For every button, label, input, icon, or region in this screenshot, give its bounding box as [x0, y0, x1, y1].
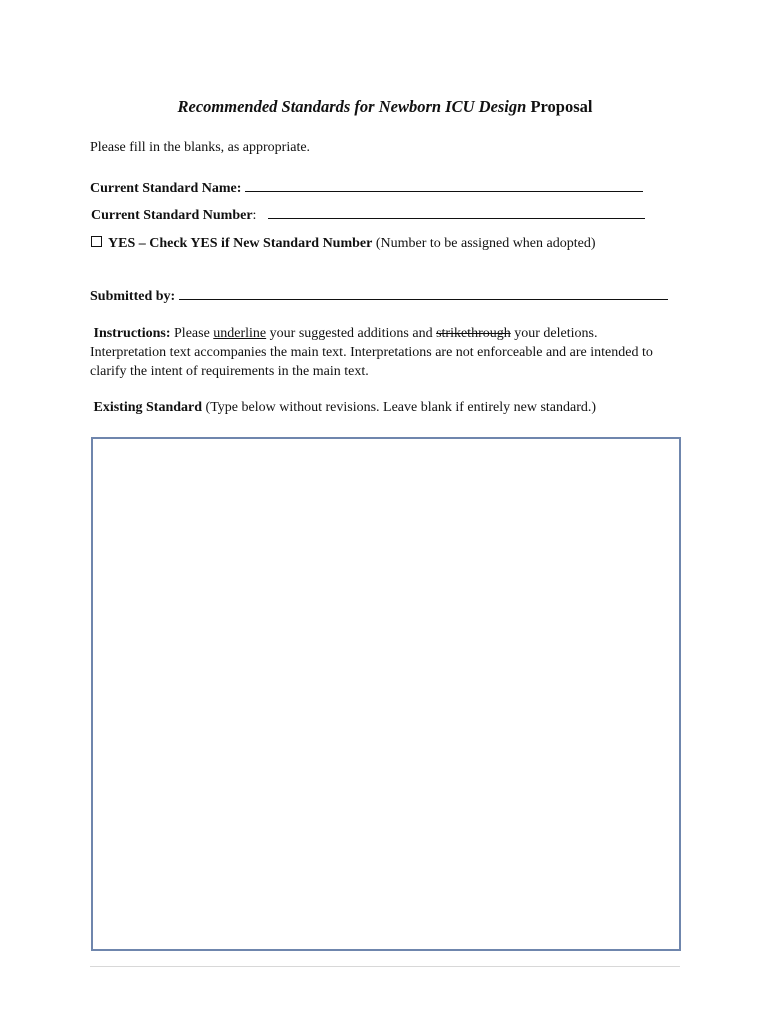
underline-example: underline — [213, 326, 267, 341]
existing-standard-note: (Type below without revisions. Leave blank if entirely new standard.) — [202, 400, 597, 415]
existing-standard-label: Existing Standard — [93, 400, 203, 415]
intro-text: Please fill in the blanks, as appropriate. — [90, 140, 311, 155]
submitted-by-field[interactable] — [179, 285, 668, 300]
standard-name-label: Current Standard Name: — [90, 181, 242, 196]
new-standard-note: (Number to be assigned when adopted) — [372, 236, 596, 251]
page-title — [0, 97, 770, 117]
existing-standard-textbox[interactable] — [91, 437, 681, 951]
new-standard-checkbox[interactable] — [91, 236, 102, 247]
standard-number-colon: : — [252, 208, 257, 223]
submitted-by-row — [90, 285, 668, 305]
standard-name-row — [90, 177, 643, 197]
instructions-text-2: your suggested additions and — [266, 326, 437, 341]
title-italic: Recommended Standards for Newborn ICU Design — [177, 97, 527, 116]
instructions-text-1: Please — [170, 326, 214, 341]
standard-number-field[interactable] — [268, 204, 645, 219]
standard-name-field[interactable] — [245, 177, 643, 192]
submitted-by-label: Submitted by: — [90, 289, 176, 304]
standard-number-row — [91, 204, 645, 224]
title-plain: Proposal — [526, 97, 593, 116]
new-standard-label: YES – Check YES if New Standard Number — [108, 236, 373, 251]
standard-number-label: Current Standard Number — [91, 208, 253, 223]
instructions-text-3: your deletions. Interpretation text accompanies the main text. Interpretations are not enforceable and are intended to clarify the intent of requirements in the main text. — [90, 326, 653, 379]
instructions-label: Instructions: — [93, 326, 171, 341]
existing-standard-heading — [90, 400, 596, 416]
new-standard-row — [91, 236, 596, 252]
footer-divider — [90, 966, 680, 967]
strikethrough-example: strikethrough — [436, 326, 511, 341]
instructions-paragraph — [90, 324, 660, 381]
